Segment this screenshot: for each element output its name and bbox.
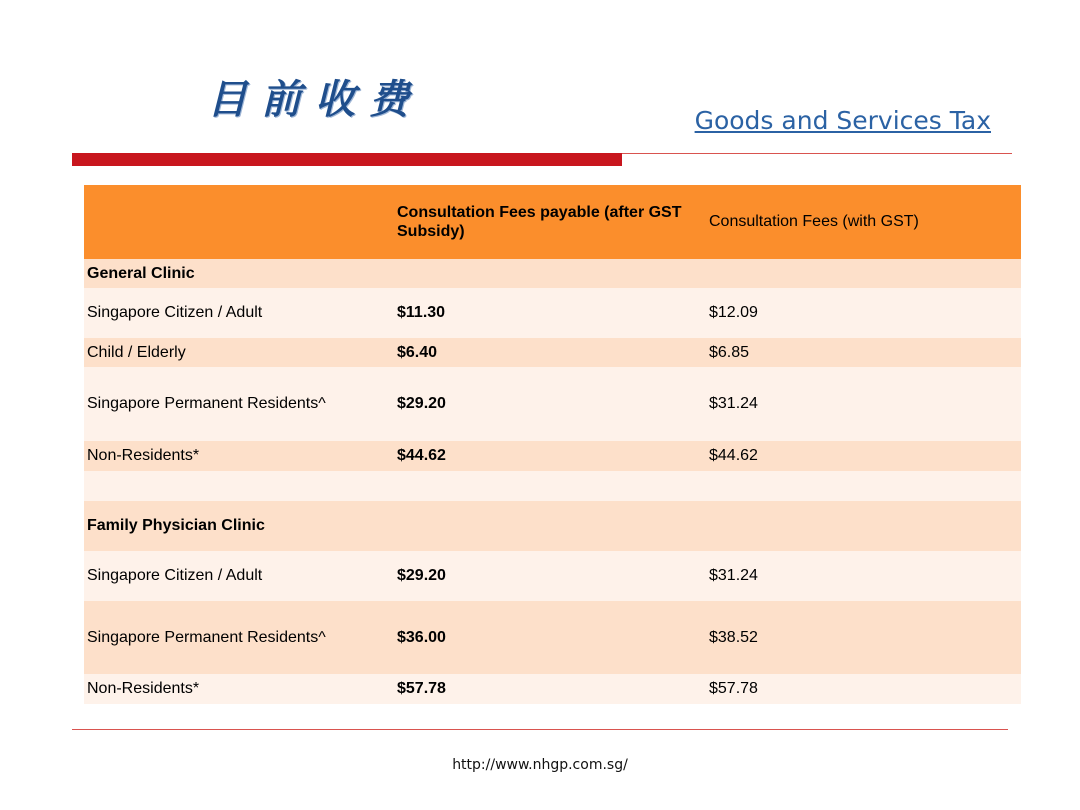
fee-subsidized: $29.20 (397, 567, 446, 584)
fees-table (84, 185, 1021, 704)
fee-subsidized: $29.20 (397, 395, 446, 412)
table-row (84, 338, 1021, 367)
footer-divider-line (72, 729, 1008, 730)
page-title: 目前收费 (207, 76, 423, 123)
row-label: Non-Residents* (87, 680, 200, 697)
section-title: General Clinic (87, 264, 195, 282)
gst-link[interactable]: Goods and Services Tax (694, 106, 991, 135)
section-title: Family Physician Clinic (87, 517, 265, 534)
row-label: Child / Elderly (87, 343, 186, 361)
fee-subsidized: $57.78 (397, 680, 446, 697)
fee-with-gst: $31.24 (709, 567, 758, 584)
fee-subsidized: $6.40 (397, 343, 438, 361)
row-label: Singapore Permanent Residents^ (87, 395, 326, 412)
row-label: Non-Residents* (87, 447, 200, 464)
table-row (84, 551, 1021, 601)
table-row (84, 674, 1021, 704)
header-cell-subsidized: Consultation Fees payable (after GST Subsidy) (397, 204, 682, 240)
row-label: Singapore Permanent Residents^ (87, 628, 326, 646)
fee-subsidized: $36.00 (397, 628, 446, 646)
title-accent-bar (72, 153, 622, 166)
fee-with-gst: $38.52 (709, 628, 758, 646)
fee-with-gst: $12.09 (709, 304, 758, 321)
fee-subsidized: $11.30 (397, 304, 446, 321)
fee-with-gst: $57.78 (709, 680, 758, 697)
table-row (84, 441, 1021, 471)
row-label: Singapore Citizen / Adult (87, 304, 263, 321)
fee-with-gst: $31.24 (709, 395, 758, 412)
header-cell-with-gst: Consultation Fees (with GST) (709, 213, 919, 230)
footer-url[interactable]: http://www.nhgp.com.sg/ (452, 757, 628, 773)
table-row (84, 367, 1021, 441)
fee-with-gst: $6.85 (709, 343, 750, 361)
table-header-row (84, 185, 1021, 259)
table-row (84, 288, 1021, 338)
fee-subsidized: $44.62 (397, 447, 446, 464)
header-cell-category (84, 185, 394, 259)
section-row-family-physician-clinic (84, 501, 1021, 551)
fee-with-gst: $44.62 (709, 447, 758, 464)
table-row (84, 601, 1021, 674)
title-divider-line (622, 153, 1012, 154)
row-label: Singapore Citizen / Adult (87, 567, 263, 584)
spacer-row (84, 471, 1021, 501)
section-row-general-clinic (84, 259, 1021, 288)
